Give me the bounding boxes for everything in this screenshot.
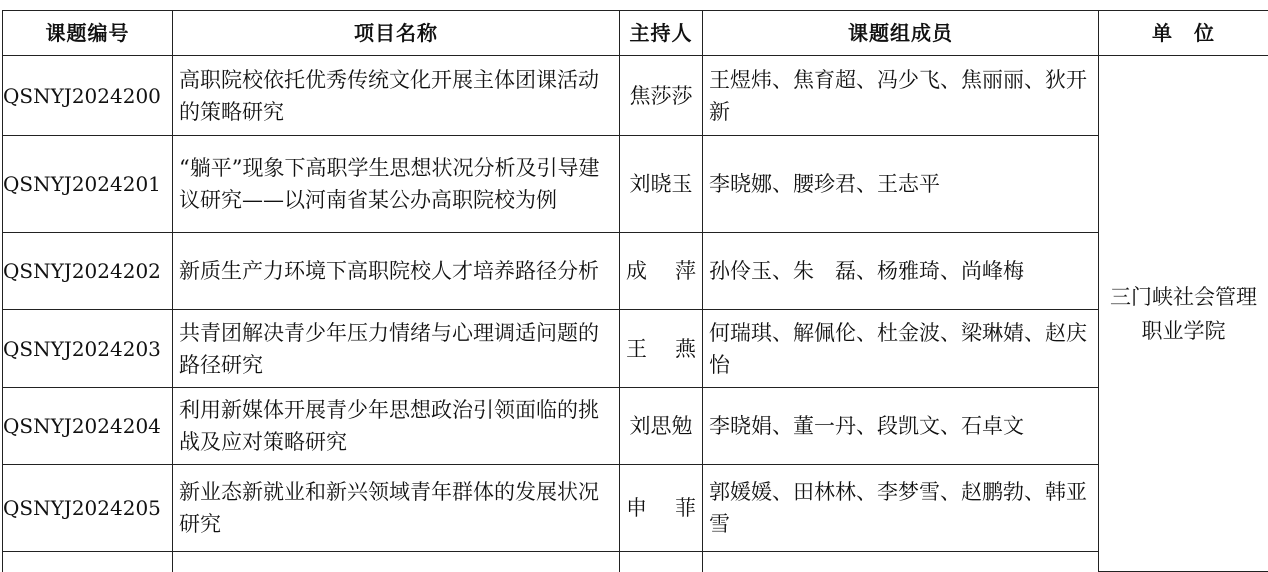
project-name: 高职院校依托优秀传统文化开展主体团课活动的策略研究 — [173, 56, 620, 136]
table-row — [3, 56, 1268, 136]
project-host — [620, 310, 703, 388]
unit-cell: 三门峡社会管理职业学院 — [1099, 56, 1268, 572]
host-name-part: 菲 — [675, 492, 696, 524]
project-code: QSNYJ2024204 — [3, 388, 173, 465]
project-code: QSNYJ2024201 — [3, 136, 173, 233]
host-name-part: 申 — [626, 492, 647, 524]
project-table — [2, 10, 1268, 572]
table-row — [3, 388, 1268, 465]
table-row — [3, 136, 1268, 233]
table-header-row — [3, 11, 1268, 56]
project-members: 王煜炜、焦育超、冯少飞、焦丽丽、狄开新 — [703, 56, 1099, 136]
table-row-partial — [3, 552, 1268, 572]
project-host: 刘晓玉 — [620, 136, 703, 233]
project-code: QSNYJ2024205 — [3, 465, 173, 552]
project-host: 焦莎莎 — [620, 56, 703, 136]
project-code: QSNYJ2024200 — [3, 56, 173, 136]
empty-cell — [703, 552, 1099, 572]
project-members: 李晓娟、董一丹、段凯文、石卓文 — [703, 388, 1099, 465]
host-name-part: 萍 — [675, 255, 696, 287]
project-code: QSNYJ2024203 — [3, 310, 173, 388]
header-members: 课题组成员 — [703, 11, 1099, 56]
header-name: 项目名称 — [173, 11, 620, 56]
host-name-part: 燕 — [675, 333, 696, 365]
project-list-sheet — [2, 10, 1268, 570]
host-name-part: 成 — [626, 255, 647, 287]
host-name-part: 王 — [626, 333, 647, 365]
project-name: 利用新媒体开展青少年思想政治引领面临的挑战及应对策略研究 — [173, 388, 620, 465]
project-name: 新质生产力环境下高职院校人才培养路径分析 — [173, 233, 620, 310]
project-members: 李晓娜、腰珍君、王志平 — [703, 136, 1099, 233]
empty-cell — [173, 552, 620, 572]
project-name: “躺平”现象下高职学生思想状况分析及引导建议研究——以河南省某公办高职院校为例 — [173, 136, 620, 233]
header-unit: 单 位 — [1099, 11, 1268, 56]
project-host — [620, 465, 703, 552]
empty-cell — [3, 552, 173, 572]
project-code: QSNYJ2024202 — [3, 233, 173, 310]
project-name: 新业态新就业和新兴领域青年群体的发展状况研究 — [173, 465, 620, 552]
table-row — [3, 233, 1268, 310]
project-host: 刘思勉 — [620, 388, 703, 465]
project-members: 孙伶玉、朱 磊、杨雅琦、尚峰梅 — [703, 233, 1099, 310]
project-host — [620, 233, 703, 310]
header-host: 主持人 — [620, 11, 703, 56]
table-row — [3, 310, 1268, 388]
project-members: 何瑞琪、解佩伦、杜金波、梁琳婧、赵庆怡 — [703, 310, 1099, 388]
empty-cell — [620, 552, 703, 572]
project-name: 共青团解决青少年压力情绪与心理调适问题的路径研究 — [173, 310, 620, 388]
table-row — [3, 465, 1268, 552]
header-code: 课题编号 — [3, 11, 173, 56]
project-members: 郭媛媛、田林林、李梦雪、赵鹏勃、韩亚雪 — [703, 465, 1099, 552]
